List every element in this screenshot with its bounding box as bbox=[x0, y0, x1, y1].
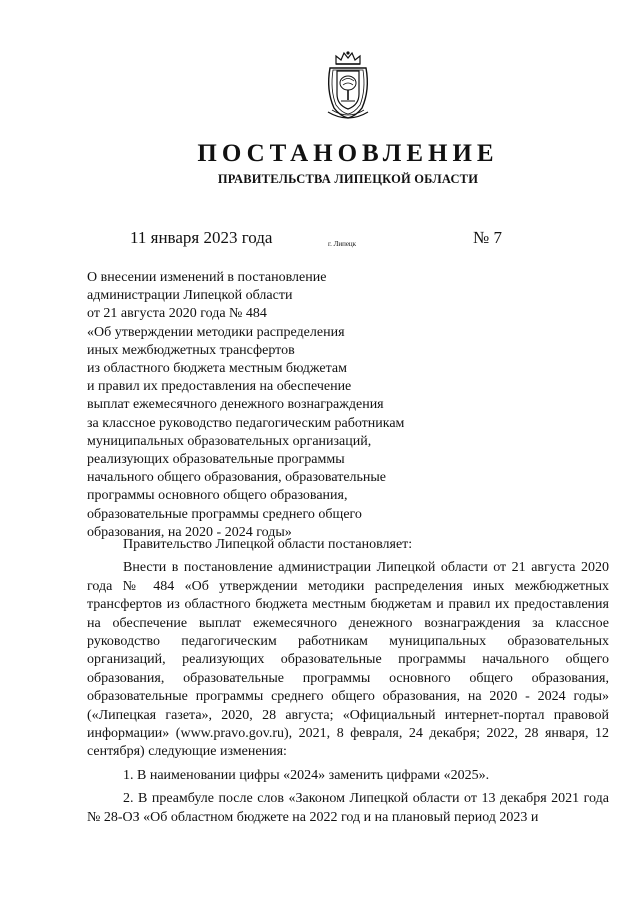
resolution-preamble: Правительство Липецкой области постановляет: bbox=[123, 537, 413, 552]
document-title: ПОСТАНОВЛЕНИЕ bbox=[197, 140, 499, 167]
subject-line: образования, на 2020 - 2024 годы» bbox=[87, 524, 292, 540]
subject-line: и правил их предоставления на обеспечение bbox=[87, 379, 352, 395]
subject-line: программы основного общего образования, bbox=[87, 488, 348, 504]
body-paragraph: 1. В наименовании цифры «2024» заменить цифрами «2025». bbox=[123, 767, 490, 783]
document-city: г. Липецк bbox=[328, 240, 357, 248]
subject-line: начального общего образования, образовательные bbox=[87, 470, 387, 486]
subject-line: администрации Липецкой области bbox=[87, 288, 293, 304]
subject-line: за классное руководство педагогическим работникам bbox=[87, 415, 405, 431]
subject-line: из областного бюджета местным бюджетам bbox=[87, 361, 347, 377]
subject-line: выплат ежемесячного денежного вознаграждения bbox=[87, 397, 384, 413]
issuing-authority: ПРАВИТЕЛЬСТВА ЛИПЕЦКОЙ ОБЛАСТИ bbox=[217, 172, 479, 186]
body-paragraph: Внести в постановление администрации Липецкой области от 21 августа 2020 года № 484 «Об утверждении методики распределения иных межбюджетных трансфертов из областного бюджета местным бюджетам и правил их предоставления на обеспечение выплат ежемесячного денежного вознаграждения за классное руководство педагогическим работникам муниципальных образовательных организаций, реализующих образовательные программы начального общего образования, образовательные программы основного общего образования, образовательные программы среднего общего образования, на 2020 - 2024 годы» («Липецкая газета», 2020, 28 августа; «Официальный интернет-портал правовой информации» (www.pravo.gov.ru), 2021, 8 февраля, 24 декабря; 2022, 28 января, 12 сентября) следующие изменения: bbox=[87, 560, 609, 760]
coat-of-arms-emblem bbox=[322, 50, 374, 122]
document-date: 11 января 2023 года bbox=[130, 228, 273, 247]
subject-line: от 21 августа 2020 года № 484 bbox=[87, 306, 267, 322]
subject-line: «Об утверждении методики распределения bbox=[87, 324, 345, 340]
body-paragraph: 2. В преамбуле после слов «Законом Липецкой области от 13 декабря 2021 года № 28-ОЗ «Об областном бюджете на 2022 год и на плановый период 2023 и bbox=[87, 791, 609, 825]
coat-of-arms-icon bbox=[322, 50, 374, 122]
subject-line: образовательные программы среднего общего bbox=[87, 506, 362, 522]
subject-line: иных межбюджетных трансфертов bbox=[87, 342, 295, 358]
subject-line: муниципальных образовательных организаций, bbox=[87, 433, 372, 449]
document-body bbox=[87, 536, 609, 827]
document-number: № 7 bbox=[473, 228, 502, 247]
subject-line: реализующих образовательные программы bbox=[87, 452, 345, 468]
subject-line: О внесении изменений в постановление bbox=[87, 270, 327, 285]
document-subject bbox=[87, 269, 467, 542]
